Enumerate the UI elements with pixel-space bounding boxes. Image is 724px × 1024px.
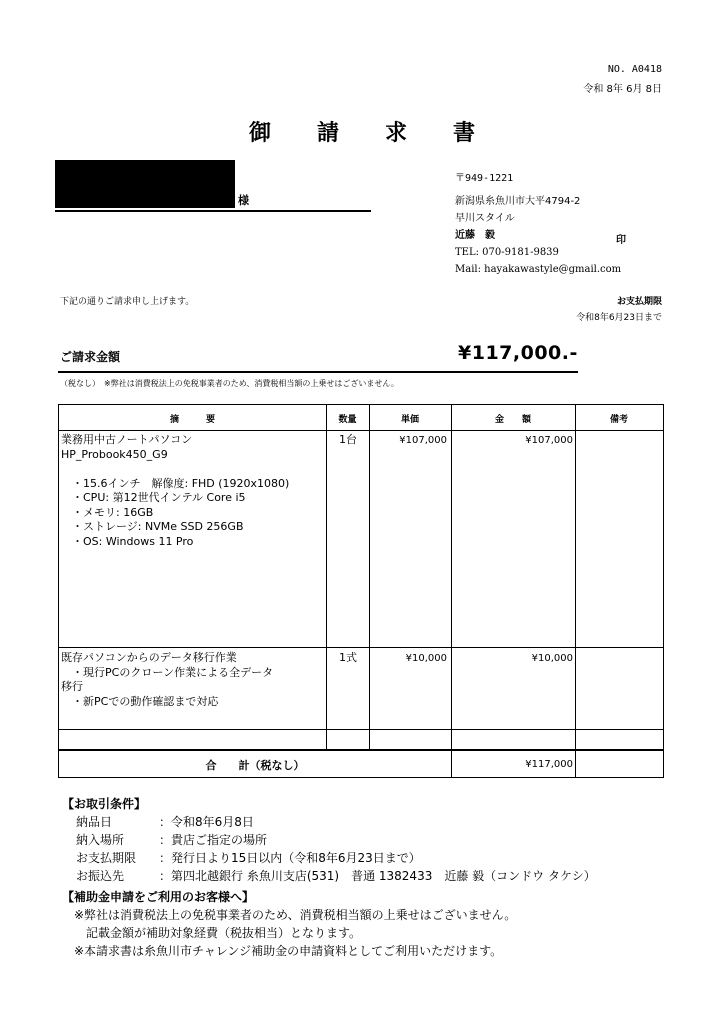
item-quantity: 1式 [339,651,357,664]
item-amount: ¥107,000 [525,435,573,446]
row-divider [59,749,663,751]
recipient-underline [55,210,371,212]
due-date: 令和8年6月23日まで [576,313,662,323]
terms-title: 【お取引条件】 [62,797,147,811]
issuer-email: Mail: hayakawastyle@gmail.com [455,264,622,275]
billing-amount-label: ご請求金額 [60,350,121,364]
col-divider [575,405,576,777]
issuer-address: 新潟県糸魚川市大平4794-2 [455,196,581,207]
header-quantity: 数量 [338,415,357,425]
row-divider [59,430,663,431]
recipient-honorific: 様 [238,194,249,207]
recipient-name-redacted [55,160,235,208]
tax-note: （税なし） ※弊社は消費税法上の免税事業者のため、消費税相当額の上乗せはございません。 [60,379,399,388]
header-unit-price: 単価 [400,415,419,425]
term-value: ：令和8年6月8日 [159,815,254,829]
issuer-postal-code: 〒949-1221 [455,173,514,184]
due-label: お支払期限 [616,297,662,307]
subsidy-title: 【補助金申請をご利用のお客様へ】 [62,890,255,904]
issuer-shop-name: 早川スタイル [455,213,515,224]
header-remarks: 備考 [609,415,628,425]
billing-amount-value: ¥117,000.- [458,342,578,364]
subsidy-note: ※弊社は消費税法上の免税事業者のため、消費税相当額の上乗せはございません。 [74,908,517,922]
term-value: ：発行日より15日以内（令和8年6月23日まで） [159,851,421,865]
subsidy-note: ※本請求書は糸魚川市チャレンジ補助金の申請資料としてご利用いただけます。 [74,944,503,958]
term-label: 納品日 [76,815,113,829]
row-divider [59,729,663,730]
total-label: 合 計（税なし） [205,759,305,772]
document-title: 御請求書 [248,120,521,146]
issue-date: 令和 8年 6月 8日 [583,84,662,95]
row-divider [59,647,663,648]
issuer-person-name: 近藤 毅 [455,230,495,241]
col-divider [451,405,452,777]
term-label: 納入場所 [76,833,125,847]
item-amount: ¥10,000 [531,653,573,664]
document-number: NO. A0418 [607,64,662,75]
issuer-tel: TEL: 070-9181-9839 [455,247,559,258]
seal-mark: 印 [616,235,626,246]
col-divider [369,405,370,751]
item-description: 業務用中古ノートパソコン HP_Probook450_G9 ・15.6インチ 解像度: FHD (1920x1080) ・CPU: 第12世代インテル Core i5 ・メモリ: 16GB ・ストレージ: NVMe SSD 256GB ・OS: Windows 11 Pro [61,433,290,548]
lead-text: 下記の通りご請求申し上げます。 [60,297,195,307]
term-value: ：貴店ご指定の場所 [159,833,268,847]
total-value: ¥117,000 [525,759,573,770]
invoice-table [58,404,664,778]
item-unit-price: ¥10,000 [405,653,447,664]
item-quantity: 1台 [339,433,357,446]
header-description: 摘 要 [169,415,215,425]
term-label: お支払期限 [76,851,137,865]
col-divider [326,405,327,751]
item-description: 既存パソコンからのデータ移行作業 ・現行PCのクローン作業による全データ 移行 ・新PCでの動作確認まで対応 [61,651,274,708]
subsidy-note: 記載金額が補助対象経費（税抜相当）となります。 [74,926,362,940]
item-unit-price: ¥107,000 [399,435,447,446]
term-label: お振込先 [76,869,125,883]
amount-underline [58,371,578,373]
term-value: ：第四北越銀行 糸魚川支店(531) 普通 1382433 近藤 毅（コンドウ タケシ） [159,869,596,883]
header-amount: 金 額 [494,415,531,425]
